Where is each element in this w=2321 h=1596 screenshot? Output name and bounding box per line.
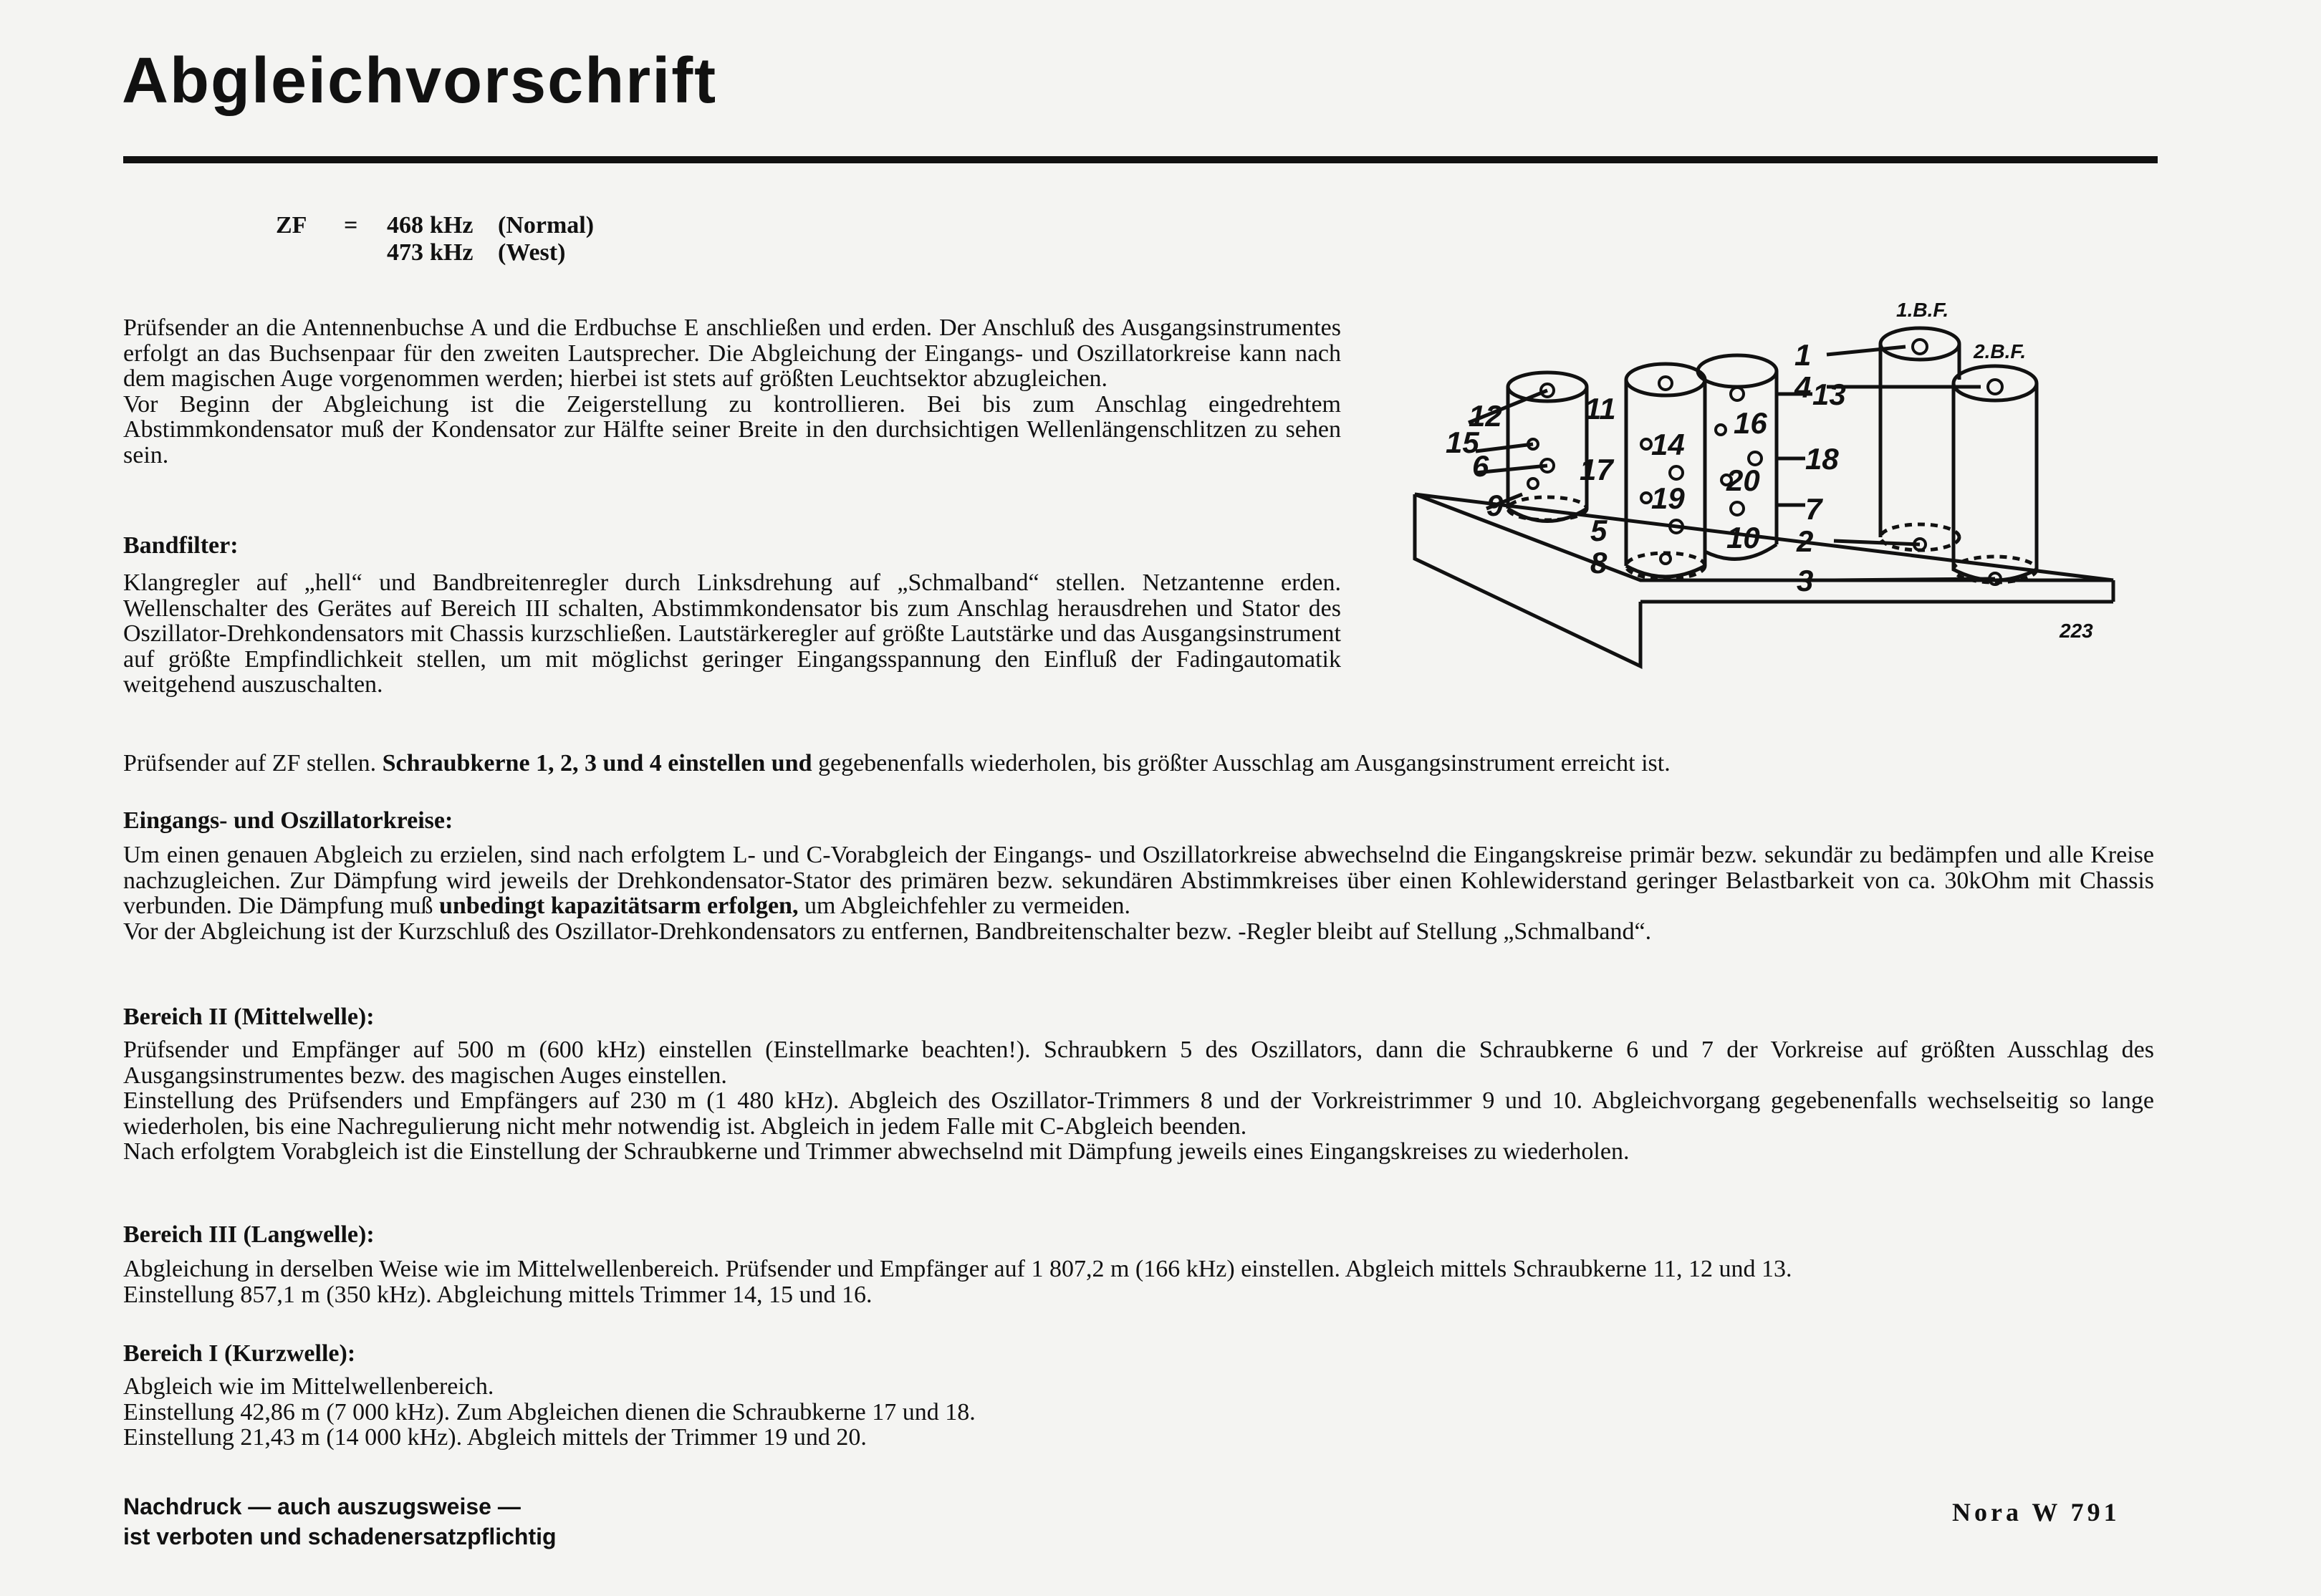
eingang-paragraph: Vor der Abgleichung ist der Kurzschluß des Oszillator-Drehkondensators zu entfernen, Bandbreitenschalter bezw. -Regler bleibt auf Stellung „Schmalband“. xyxy=(123,918,1652,945)
title-rule xyxy=(123,156,2158,163)
intro-paragraph: Vor Beginn der Abgleichung ist die Zeigerstellung zu kontrollieren. Bei bis zum Anschlag eingedrehtem Abstimmkondensator muß der Kondensator zur Hälfte seiner Breite in den durchsichtigen Wellenlängenschlitzen zu sehen sein. xyxy=(123,390,1341,468)
model-label: Nora W 791 xyxy=(1952,1498,2120,1527)
label-19: 19 xyxy=(1651,481,1685,515)
label-9: 9 xyxy=(1486,489,1504,522)
label-10: 10 xyxy=(1726,521,1760,554)
lw-heading: Bereich III (Langwelle): xyxy=(123,1221,375,1248)
zf-table xyxy=(276,212,594,266)
label-18: 18 xyxy=(1805,442,1839,476)
label-2bf: 2.B.F. xyxy=(1974,340,2027,362)
label-1bf: 1.B.F. xyxy=(1896,299,1949,321)
lw-paragraph: Abgleichung in derselben Weise wie im Mittelwellenbereich. Prüfsender und Empfänger auf 1 807,2 m (166 kHz) einstellen. Abgleich mittels Schraubkerne 11, 12 und 13. xyxy=(123,1256,1792,1282)
label-12: 12 xyxy=(1469,399,1502,433)
label-20: 20 xyxy=(1726,463,1760,497)
intro-paragraph: Prüfsender an die Antennenbuchse A und die Erdbuchse E anschließen und erden. Der Anschluß des Ausgangsinstrumentes erfolgt an das Buchsenpaar für den zweiten Lautsprecher. Die Abgleichung der Eingangs- und Oszillatorkreise kann nach dem magischen Auge vorgenommen werden; hierbei ist stets auf größten Leuchtsektor abzugleichen. xyxy=(123,314,1341,392)
bandfilter-zf-text xyxy=(123,751,2154,777)
mw-text xyxy=(123,1037,2154,1165)
zf-note: (West) xyxy=(498,239,566,266)
bandfilter-paragraph: Klangregler auf „hell“ und Bandbreitenregler durch Linksdrehung auf „Schmalband“ stellen. Netzantenne erden. Wellenschalter des Gerätes auf Bereich III schalten, Abstimmkondensator bis zum Anschlag herausdrehen und Stator des Oszillator-Drehkondensators mit Chassis kurzschließen. Lautstärkeregler auf größte Lautstärke und das Ausgangsinstrument auf größte Empfindlichkeit stellen, um mit möglichst geringer Eingangsspannung den Einfluß der Fadingautomatik weitgehend auszuschalten. xyxy=(123,569,1341,698)
label-11: 11 xyxy=(1585,392,1616,426)
label-1: 1 xyxy=(1794,338,1812,372)
zf-unit: kHz xyxy=(430,239,474,266)
eingang-heading: Eingangs- und Oszillatorkreise: xyxy=(123,807,453,834)
coil-layout-drawing xyxy=(1375,287,2135,688)
lw-paragraph: Einstellung 857,1 m (350 kHz). Abgleichung mittels Trimmer 14, 15 und 16. xyxy=(123,1281,873,1308)
zf-row-west xyxy=(276,239,594,266)
zf-note: (Normal) xyxy=(498,212,595,239)
copyright-line: ist verboten und schadenersatzpflichtig xyxy=(123,1524,557,1549)
label-6: 6 xyxy=(1472,449,1489,483)
mw-heading: Bereich II (Mittelwelle): xyxy=(123,1004,375,1030)
mw-paragraph: Einstellung des Prüfsenders und Empfängers auf 230 m (1 480 kHz). Abgleich des Oszillator-Trimmers 8 und der Vorkreistrimmer 9 und 10. Abgleichvorgang gegebenenfalls wechselseitig so lange wiederholen, bis eine Nachregulierung nicht mehr notwendig ist. Abgleich in jedem Falle mit C-Abgleich beenden. xyxy=(123,1087,2154,1140)
kw-paragraph: Abgleich wie im Mittelwellenbereich. xyxy=(123,1373,494,1400)
eingang-paragraph: Um einen genauen Abgleich zu erzielen, sind nach erfolgtem L- und C-Vorabgleich der Eingangs- und Oszillatorkreise abwechselnd die Eingangskreise primär bezw. sekundär zu bedämpfen und alle Kreise nachzugleichen. Zur Dämpfung wird jeweils der Drehkondensator-Stator des primären bezw. sekundären Abstimmkreises über einen Kohlewiderstand geringer Belastbarkeit von ca. 30kOhm mit Chassis verbunden. Die Dämpfung muß unbedingt kapazitätsarm erfolgen, um Abgleichfehler zu vermeiden. xyxy=(123,842,2154,919)
mw-paragraph: Nach erfolgtem Vorabgleich ist die Einstellung der Schraubkerne und Trimmer abwechselnd mit Dämpfung jeweils eines Eingangskreises zu wiederholen. xyxy=(123,1138,1630,1165)
copyright-notice xyxy=(123,1491,557,1552)
page-title: Abgleichvorschrift xyxy=(122,45,718,117)
alignment-diagram xyxy=(1375,287,2135,688)
copyright-line: Nachdruck — auch auszugsweise — xyxy=(123,1494,521,1519)
label-17: 17 xyxy=(1580,453,1613,486)
label-8: 8 xyxy=(1590,546,1608,580)
eingang-text xyxy=(123,842,2154,944)
zf-unit: kHz xyxy=(430,212,474,239)
bandfilter-heading: Bandfilter: xyxy=(123,532,239,559)
label-4: 4 xyxy=(1794,370,1812,404)
mw-paragraph: Prüfsender und Empfänger auf 500 m (600 kHz) einstellen (Einstellmarke beachten!). Schraubkern 5 des Oszillators, dann die Schraubkerne 6 und 7 der Vorkreise auf größten Ausschlag des Ausgangsinstrumentes bezw. des magischen Auges einstellen. xyxy=(123,1037,2154,1089)
chassis-plate xyxy=(1415,494,2113,580)
label-13: 13 xyxy=(1812,378,1846,411)
zf-equals: = xyxy=(344,212,358,239)
label-5: 5 xyxy=(1590,514,1608,547)
label-14: 14 xyxy=(1651,428,1685,461)
label-3: 3 xyxy=(1797,564,1814,597)
bandfilter-text xyxy=(123,570,1341,698)
zf-label: ZF xyxy=(276,212,307,239)
kw-paragraph: Einstellung 42,86 m (7 000 kHz). Zum Abgleichen dienen die Schraubkerne 17 und 18. xyxy=(123,1398,976,1426)
label-15: 15 xyxy=(1446,426,1479,459)
bandfilter-paragraph: Prüfsender auf ZF stellen. Schraubkerne 1, 2, 3 und 4 einstellen und gegebenenfalls wiederholen, bis größter Ausschlag am Ausgangsinstrument erreicht ist. xyxy=(123,750,1671,777)
label-16: 16 xyxy=(1734,406,1767,440)
kw-text xyxy=(123,1374,2154,1451)
kw-heading: Bereich I (Kurzwelle): xyxy=(123,1340,356,1367)
kw-paragraph: Einstellung 21,43 m (14 000 kHz). Abgleich mittels der Trimmer 19 und 20. xyxy=(123,1424,867,1451)
label-7: 7 xyxy=(1805,492,1822,526)
lw-text xyxy=(123,1256,2154,1307)
label-2: 2 xyxy=(1797,524,1814,558)
zf-value: 468 xyxy=(387,212,423,239)
zf-row-normal xyxy=(276,212,594,239)
zf-value: 473 xyxy=(387,239,423,266)
figure-number: 223 xyxy=(2060,620,2093,642)
intro-section xyxy=(123,315,1341,468)
